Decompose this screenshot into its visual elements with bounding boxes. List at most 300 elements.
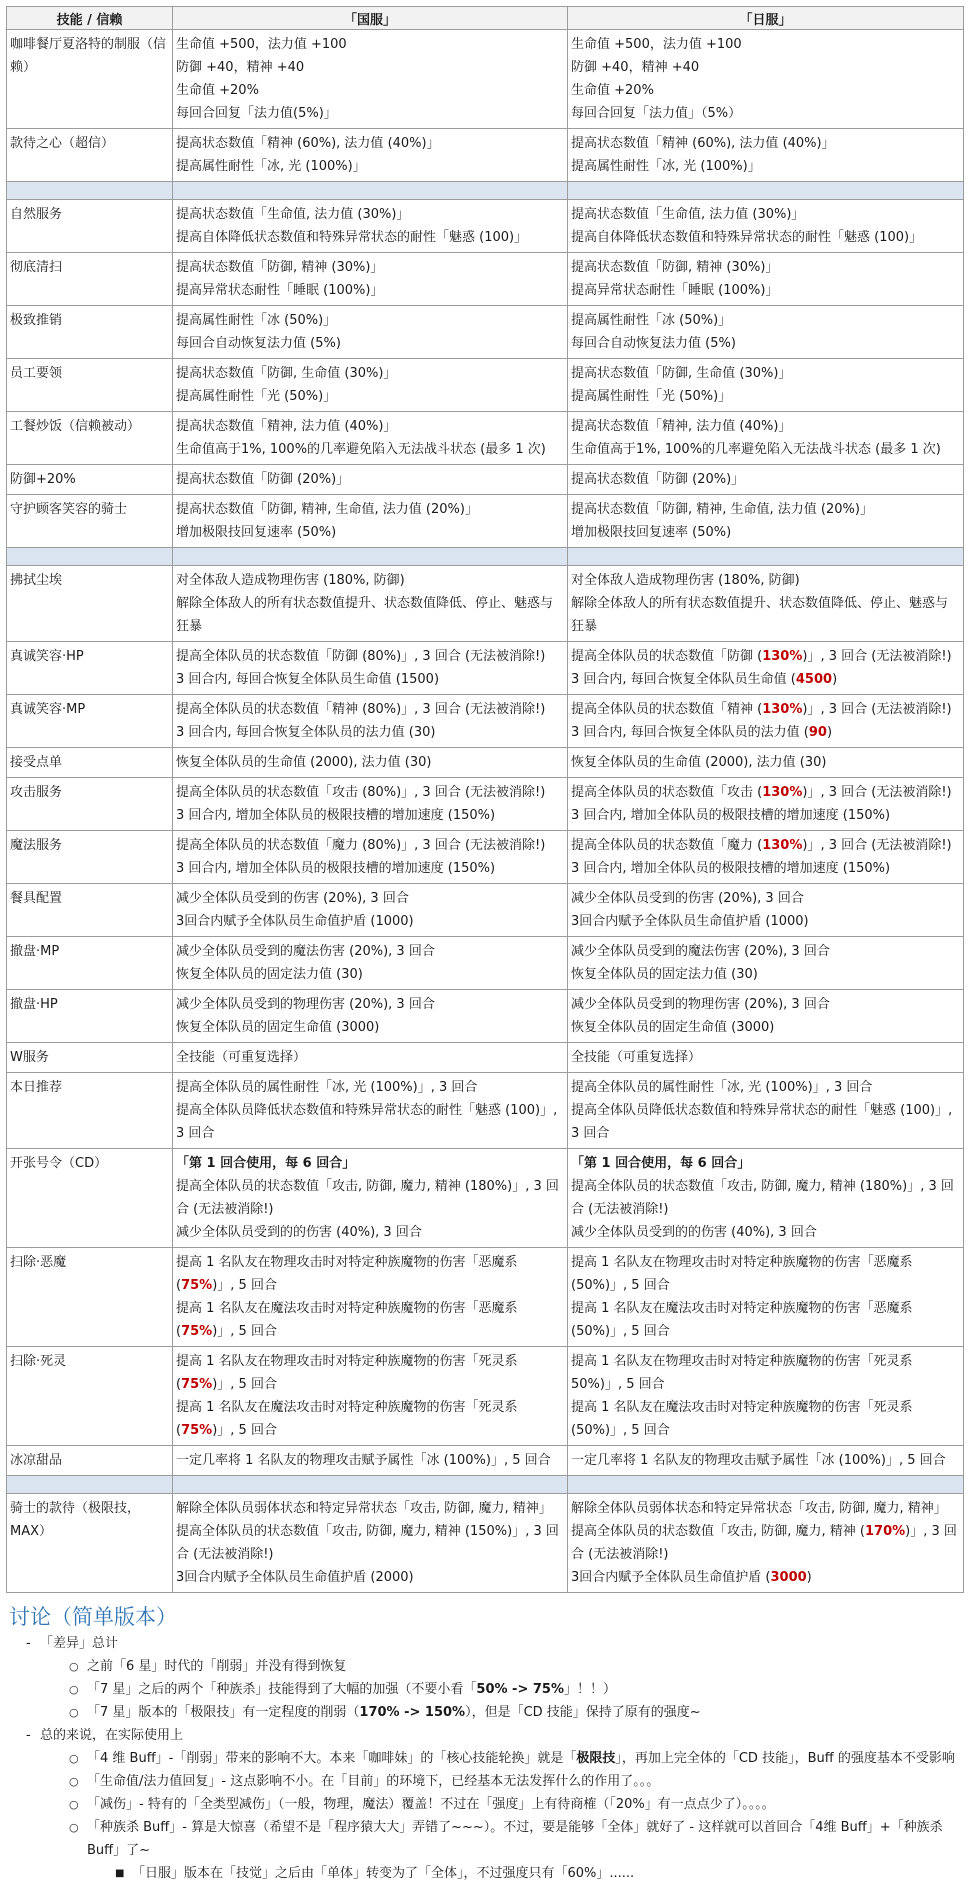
skill-name-cell: 接受点单 bbox=[7, 748, 173, 778]
text-run: 生命值 +20% bbox=[176, 83, 259, 98]
effect-line bbox=[571, 1497, 959, 1520]
discussion-list bbox=[9, 1632, 959, 1885]
table-row bbox=[7, 412, 964, 465]
cn-server-cell bbox=[173, 566, 568, 642]
skill-name-cell: 员工要领 bbox=[7, 359, 173, 412]
effect-line bbox=[176, 1566, 563, 1589]
effect-line bbox=[176, 56, 563, 79]
skill-name-cell: 拂拭尘埃 bbox=[7, 566, 173, 642]
effect-line bbox=[176, 1175, 563, 1221]
text-run: 解除全体队员弱体状态和特定异常状态「攻击, 防御, 魔力, 精神」 bbox=[571, 1501, 947, 1516]
text-run: 提高异常状态耐性「睡眠 (100%)」 bbox=[571, 283, 779, 298]
changed-value: 90 bbox=[808, 725, 827, 740]
table-row bbox=[7, 30, 964, 129]
table-row bbox=[7, 306, 964, 359]
bullet-marker: ○ bbox=[69, 1775, 79, 1788]
discussion-item bbox=[9, 1655, 959, 1678]
text-run: 防御 +40，精神 +40 bbox=[571, 60, 700, 75]
effect-line bbox=[571, 993, 959, 1016]
effect-line bbox=[176, 1520, 563, 1566]
text-run: 提高全体队员的状态数值「攻击 ( bbox=[571, 785, 763, 800]
cn-server-cell bbox=[173, 748, 568, 778]
cn-server-cell bbox=[173, 990, 568, 1043]
text-run: 对全体敌人造成物理伤害 (180%, 防御) bbox=[176, 573, 405, 588]
table-row bbox=[7, 253, 964, 306]
effect-line bbox=[176, 521, 563, 544]
cn-server-cell bbox=[173, 1446, 568, 1476]
changed-value: 4500 bbox=[795, 672, 833, 687]
text-run: 减少全体队员受到的伤害 (20%), 3 回合 bbox=[571, 891, 804, 906]
effect-line bbox=[571, 279, 959, 302]
bullet-marker: ■ bbox=[115, 1868, 125, 1879]
effect-line bbox=[571, 887, 959, 910]
text-run: 恢复全体队员的生命值 (2000), 法力值 (30) bbox=[176, 755, 432, 770]
bullet-marker: - bbox=[26, 1728, 31, 1743]
effect-line bbox=[571, 226, 959, 249]
effect-line bbox=[176, 102, 563, 125]
changed-value: 75% bbox=[181, 1278, 213, 1293]
text-run: 恢复全体队员的固定法力值 (30) bbox=[571, 967, 758, 982]
effect-line bbox=[571, 438, 959, 461]
cn-server-cell bbox=[173, 884, 568, 937]
cn-server-cell bbox=[173, 1347, 568, 1446]
section-separator-row bbox=[7, 1476, 964, 1494]
text-run: )」, 3 回合 (无法被消除!) bbox=[802, 649, 952, 664]
effect-line bbox=[571, 1520, 959, 1566]
text-run: 提高自体降低状态数值和特殊异常状态的耐性「魅惑 (100)」 bbox=[176, 230, 528, 245]
text-run: 全技能（可重复选择） bbox=[571, 1050, 702, 1065]
text-run: 「7 星」版本的「极限技」有一定程度的削弱（ bbox=[87, 1705, 360, 1720]
text-run: ) bbox=[832, 672, 838, 687]
jp-server-cell bbox=[568, 1494, 964, 1593]
effect-line bbox=[176, 155, 563, 178]
skill-name-cell: 本日推荐 bbox=[7, 1073, 173, 1149]
cn-server-cell bbox=[173, 937, 568, 990]
emphasis-text: 50% -> 75% bbox=[476, 1682, 564, 1697]
jp-server-cell bbox=[568, 748, 964, 778]
effect-line bbox=[176, 33, 563, 56]
text-run: 提高全体队员的状态数值「防御 (80%)」, 3 回合 (无法被消除!) bbox=[176, 649, 546, 664]
effect-line bbox=[571, 385, 959, 408]
effect-line bbox=[176, 132, 563, 155]
jp-server-cell bbox=[568, 200, 964, 253]
jp-server-cell bbox=[568, 1347, 964, 1446]
text-run: 一定几率将 1 名队友的物理攻击赋予属性「冰 (100%)」, 5 回合 bbox=[571, 1453, 946, 1468]
skill-name-cell: 扫除·恶魔 bbox=[7, 1248, 173, 1347]
effect-line bbox=[176, 910, 563, 933]
text-run: 3回合内赋予全体队员生命值护盾 (1000) bbox=[571, 914, 809, 929]
effect-line bbox=[571, 940, 959, 963]
table-row bbox=[7, 778, 964, 831]
effect-line bbox=[571, 521, 959, 544]
text-run: )」, 5 回合 bbox=[212, 1423, 277, 1438]
effect-line bbox=[571, 309, 959, 332]
effect-line bbox=[176, 857, 563, 880]
jp-server-cell bbox=[568, 30, 964, 129]
cn-server-cell bbox=[173, 1043, 568, 1073]
cn-server-cell bbox=[173, 1494, 568, 1593]
changed-value: 75% bbox=[181, 1324, 213, 1339]
text-run: 提高属性耐性「冰, 光 (100%)」 bbox=[571, 159, 761, 174]
text-run: 「生命值/法力值回复」- 这点影响不小。在「目前」的环境下，已经基本无法发挥什么的作用了。。。 bbox=[87, 1774, 660, 1789]
text-run: 之前「6 星」时代的「削弱」并没有得到恢复 bbox=[87, 1659, 347, 1674]
effect-line bbox=[571, 668, 959, 691]
text-run: 恢复全体队员的生命值 (2000), 法力值 (30) bbox=[571, 755, 827, 770]
text-run: 提高全体队员的状态数值「攻击, 防御, 魔力, 精神 (180%)」, 3 回合 (无法被消除!) bbox=[571, 1179, 954, 1217]
effect-line bbox=[571, 415, 959, 438]
text-run: 提高全体队员的状态数值「精神 ( bbox=[571, 702, 763, 717]
effect-line bbox=[176, 751, 563, 774]
jp-server-cell bbox=[568, 937, 964, 990]
cn-server-cell bbox=[173, 253, 568, 306]
table-row bbox=[7, 1248, 964, 1347]
text-run: 恢复全体队员的固定生命值 (3000) bbox=[571, 1020, 775, 1035]
cn-server-cell bbox=[173, 495, 568, 548]
skill-name-cell: 彻底清扫 bbox=[7, 253, 173, 306]
text-run: 生命值高于1%, 100%的几率避免陷入无法战斗状态 (最多 1 次) bbox=[176, 442, 546, 457]
cn-server-cell bbox=[173, 129, 568, 182]
text-run: 提高异常状态耐性「睡眠 (100%)」 bbox=[176, 283, 384, 298]
text-run: 提高状态数值「防御, 生命值 (30%)」 bbox=[176, 366, 397, 381]
text-run: 总的来说，在实际使用上 bbox=[40, 1728, 184, 1743]
text-run: 「7 星」之后的两个「种族杀」技能得到了大幅的加强（不要小看「 bbox=[87, 1682, 477, 1697]
effect-line bbox=[176, 498, 563, 521]
separator-cell bbox=[7, 1476, 173, 1494]
jp-server-cell bbox=[568, 412, 964, 465]
cn-server-cell bbox=[173, 1149, 568, 1248]
effect-line bbox=[176, 438, 563, 461]
text-run: 提高状态数值「防御, 精神, 生命值, 法力值 (20%)」 bbox=[571, 502, 873, 517]
effect-line bbox=[571, 79, 959, 102]
discussion-item bbox=[9, 1793, 959, 1816]
effect-line bbox=[176, 79, 563, 102]
jp-server-cell bbox=[568, 359, 964, 412]
jp-server-cell bbox=[568, 129, 964, 182]
text-run: 提高 1 名队友在物理攻击时对特定种族魔物的伤害「死灵系 ( bbox=[176, 1354, 518, 1392]
effect-line bbox=[571, 256, 959, 279]
effect-line bbox=[571, 332, 959, 355]
text-run: 提高 1 名队友在魔法攻击时对特定种族魔物的伤害「恶魔系 ( bbox=[176, 1301, 518, 1339]
discussion-section bbox=[9, 1602, 959, 1885]
bullet-marker: ○ bbox=[69, 1706, 79, 1719]
text-run: 提高状态数值「精神, 法力值 (40%)」 bbox=[176, 419, 397, 434]
effect-line bbox=[571, 1350, 959, 1396]
text-run: 提高状态数值「防御, 精神 (30%)」 bbox=[571, 260, 779, 275]
effect-line bbox=[571, 804, 959, 827]
separator-cell bbox=[568, 1476, 964, 1494]
text-run: 每回合自动恢复法力值 (5%) bbox=[176, 336, 341, 351]
jp-server-cell bbox=[568, 566, 964, 642]
changed-value: 75% bbox=[181, 1423, 213, 1438]
jp-server-cell bbox=[568, 1073, 964, 1149]
jp-server-cell bbox=[568, 1149, 964, 1248]
table-row bbox=[7, 129, 964, 182]
text-run: 恢复全体队员的固定生命值 (3000) bbox=[176, 1020, 380, 1035]
effect-line bbox=[571, 1076, 959, 1099]
emphasis-text: 「第 1 回合使用，每 6 回合」 bbox=[176, 1156, 356, 1171]
separator-cell bbox=[568, 548, 964, 566]
text-run: 」！！） bbox=[563, 1682, 616, 1697]
skill-name-cell: 攻击服务 bbox=[7, 778, 173, 831]
table-row bbox=[7, 831, 964, 884]
text-run: 增加极限技回复速率 (50%) bbox=[176, 525, 337, 540]
jp-server-cell bbox=[568, 253, 964, 306]
emphasis-text: 「第 1 回合使用，每 6 回合」 bbox=[571, 1156, 751, 1171]
cn-server-cell bbox=[173, 200, 568, 253]
effect-line bbox=[571, 362, 959, 385]
discussion-item bbox=[9, 1862, 959, 1885]
text-run: 提高状态数值「防御, 精神, 生命值, 法力值 (20%)」 bbox=[176, 502, 478, 517]
text-run: 提高全体队员的属性耐性「冰, 光 (100%)」, 3 回合 bbox=[571, 1080, 873, 1095]
table-row bbox=[7, 990, 964, 1043]
text-run: 「差异」总计 bbox=[40, 1636, 119, 1651]
table-row bbox=[7, 884, 964, 937]
skill-name-cell: 守护顾客笑容的骑士 bbox=[7, 495, 173, 548]
text-run: 提高状态数值「生命值, 法力值 (30%)」 bbox=[176, 207, 410, 222]
skill-comparison-table bbox=[6, 6, 964, 1593]
text-run: 每回合回复「法力值(5%)」 bbox=[176, 106, 337, 121]
effect-line bbox=[571, 721, 959, 744]
effect-line bbox=[571, 1046, 959, 1069]
skill-name-cell: 餐具配置 bbox=[7, 884, 173, 937]
text-run: 提高 1 名队友在魔法攻击时对特定种族魔物的伤害「恶魔系 (50%)」, 5 回合 bbox=[571, 1301, 913, 1339]
effect-line bbox=[176, 1350, 563, 1396]
section-separator-row bbox=[7, 548, 964, 566]
text-run: 生命值 +500，法力值 +100 bbox=[571, 37, 742, 52]
table-row bbox=[7, 748, 964, 778]
table-header-row bbox=[7, 7, 964, 30]
text-run: 减少全体队员受到的的伤害 (40%), 3 回合 bbox=[176, 1225, 422, 1240]
effect-line bbox=[571, 857, 959, 880]
cn-server-cell bbox=[173, 1248, 568, 1347]
separator-cell bbox=[568, 182, 964, 200]
text-run: 减少全体队员受到的物理伤害 (20%), 3 回合 bbox=[571, 997, 830, 1012]
effect-line bbox=[571, 569, 959, 592]
text-run: ) bbox=[826, 725, 833, 740]
text-run: 提高状态数值「防御 (20%)」 bbox=[571, 472, 745, 487]
cn-server-cell bbox=[173, 1073, 568, 1149]
text-run: 减少全体队员受到的的伤害 (40%), 3 回合 bbox=[571, 1225, 817, 1240]
table-row bbox=[7, 695, 964, 748]
table-row bbox=[7, 200, 964, 253]
text-run: 提高状态数值「生命值, 法力值 (30%)」 bbox=[571, 207, 805, 222]
text-run: 解除全体队员弱体状态和特定异常状态「攻击, 防御, 魔力, 精神」 bbox=[176, 1501, 552, 1516]
cn-server-cell bbox=[173, 642, 568, 695]
separator-cell bbox=[173, 1476, 568, 1494]
skill-name-cell: 冰凉甜品 bbox=[7, 1446, 173, 1476]
effect-line bbox=[176, 362, 563, 385]
effect-line bbox=[571, 910, 959, 933]
table-row bbox=[7, 937, 964, 990]
text-run: 3 回合内, 增加全体队员的极限技槽的增加速度 (150%) bbox=[571, 808, 891, 823]
separator-cell bbox=[7, 182, 173, 200]
jp-server-cell bbox=[568, 642, 964, 695]
effect-line bbox=[571, 592, 959, 638]
text-run: 解除全体敌人的所有状态数值提升、状态数值降低、停止、魅惑与狂暴 bbox=[176, 596, 554, 634]
text-run: 提高全体队员的状态数值「攻击, 防御, 魔力, 精神 (180%)」, 3 回合 (无法被消除!) bbox=[176, 1179, 559, 1217]
effect-line bbox=[176, 1251, 563, 1297]
header-jp-server: 「日服」 bbox=[568, 7, 964, 30]
effect-line bbox=[571, 834, 959, 857]
effect-line bbox=[176, 203, 563, 226]
skill-name-cell: 工餐炒饭（信赖被动） bbox=[7, 412, 173, 465]
effect-line bbox=[176, 887, 563, 910]
text-run: 减少全体队员受到的魔法伤害 (20%), 3 回合 bbox=[176, 944, 435, 959]
header-skill: 技能 / 信赖 bbox=[7, 7, 173, 30]
text-run: 提高属性耐性「光 (50%)」 bbox=[176, 389, 337, 404]
text-run: 提高全体队员的状态数值「攻击, 防御, 魔力, 精神 ( bbox=[571, 1524, 865, 1539]
effect-line bbox=[176, 226, 563, 249]
effect-line bbox=[571, 155, 959, 178]
changed-value: 170% bbox=[865, 1524, 906, 1539]
skill-name-cell: 骑士的款待（极限技，MAX） bbox=[7, 1494, 173, 1593]
effect-line bbox=[176, 1497, 563, 1520]
effect-line bbox=[571, 698, 959, 721]
discussion-item bbox=[9, 1724, 959, 1747]
changed-value: 75% bbox=[181, 1377, 213, 1392]
effect-line bbox=[571, 1016, 959, 1039]
skill-name-cell: 真诚笑容·MP bbox=[7, 695, 173, 748]
text-run: 减少全体队员受到的物理伤害 (20%), 3 回合 bbox=[176, 997, 435, 1012]
text-run: 提高状态数值「防御, 精神 (30%)」 bbox=[176, 260, 384, 275]
effect-line bbox=[176, 993, 563, 1016]
effect-line bbox=[176, 668, 563, 691]
table-row bbox=[7, 1347, 964, 1446]
effect-line bbox=[176, 1016, 563, 1039]
effect-line bbox=[571, 963, 959, 986]
cn-server-cell bbox=[173, 695, 568, 748]
effect-line bbox=[571, 781, 959, 804]
separator-cell bbox=[173, 548, 568, 566]
skill-name-cell: 扫除·死灵 bbox=[7, 1347, 173, 1446]
skill-name-cell: 极致推销 bbox=[7, 306, 173, 359]
text-run: 3 回合内, 每回合恢复全体队员生命值 (1500) bbox=[176, 672, 440, 687]
text-run: 全技能（可重复选择） bbox=[176, 1050, 307, 1065]
jp-server-cell bbox=[568, 778, 964, 831]
skill-name-cell: 真诚笑容·HP bbox=[7, 642, 173, 695]
text-run: 提高全体队员的状态数值「防御 ( bbox=[571, 649, 763, 664]
text-run: 一定几率将 1 名队友的物理攻击赋予属性「冰 (100%)」, 5 回合 bbox=[176, 1453, 551, 1468]
effect-line bbox=[176, 963, 563, 986]
text-run: 提高状态数值「精神, 法力值 (40%)」 bbox=[571, 419, 792, 434]
bullet-marker: ○ bbox=[69, 1821, 79, 1834]
text-run: 3 回合内, 增加全体队员的极限技槽的增加速度 (150%) bbox=[571, 861, 891, 876]
discussion-item bbox=[9, 1701, 959, 1724]
effect-line bbox=[571, 468, 959, 491]
changed-value: 130% bbox=[762, 785, 803, 800]
text-run: 3回合内赋予全体队员生命值护盾 (2000) bbox=[176, 1570, 414, 1585]
table-row bbox=[7, 1446, 964, 1476]
effect-line bbox=[176, 385, 563, 408]
effect-line bbox=[176, 468, 563, 491]
jp-server-cell bbox=[568, 1248, 964, 1347]
jp-server-cell bbox=[568, 884, 964, 937]
text-run: 「种族杀 Buff」- 算是大惊喜（希望不是「程序猿大大」弄错了~~~）。不过，要是能够「全体」就好了 - 这样就可以首回合「4维 Buff」+「种族杀 Buff」了~ bbox=[87, 1820, 943, 1858]
effect-line bbox=[571, 645, 959, 668]
cn-server-cell bbox=[173, 465, 568, 495]
jp-server-cell bbox=[568, 990, 964, 1043]
effect-line bbox=[176, 309, 563, 332]
text-run: 提高全体队员的状态数值「精神 (80%)」, 3 回合 (无法被消除!) bbox=[176, 702, 546, 717]
emphasis-text: 极限技 bbox=[576, 1751, 616, 1766]
effect-line bbox=[176, 940, 563, 963]
text-run: )」, 3 回合 (无法被消除!) bbox=[802, 785, 952, 800]
text-run: 3回合内赋予全体队员生命值护盾 (1000) bbox=[176, 914, 414, 929]
table-row bbox=[7, 1149, 964, 1248]
jp-server-cell bbox=[568, 1043, 964, 1073]
text-run: 生命值高于1%, 100%的几率避免陷入无法战斗状态 (最多 1 次) bbox=[571, 442, 941, 457]
skill-name-cell: 撤盘·MP bbox=[7, 937, 173, 990]
discussion-title: 讨论（简单版本） bbox=[9, 1605, 177, 1629]
skill-name-cell: 撤盘·HP bbox=[7, 990, 173, 1043]
effect-line bbox=[571, 1449, 959, 1472]
text-run: 增加极限技回复速率 (50%) bbox=[571, 525, 732, 540]
text-run: 提高 1 名队友在魔法攻击时对特定种族魔物的伤害「死灵系 (50%)」, 5 回合 bbox=[571, 1400, 913, 1438]
effect-line bbox=[176, 804, 563, 827]
effect-line bbox=[571, 56, 959, 79]
text-run: ) bbox=[806, 1570, 812, 1585]
text-run: 提高 1 名队友在物理攻击时对特定种族魔物的伤害「死灵系 50%)」, 5 回合 bbox=[571, 1354, 913, 1392]
text-run: )」, 5 回合 bbox=[212, 1324, 277, 1339]
separator-cell bbox=[7, 548, 173, 566]
cn-server-cell bbox=[173, 831, 568, 884]
effect-line bbox=[176, 415, 563, 438]
cn-server-cell bbox=[173, 778, 568, 831]
table-row bbox=[7, 359, 964, 412]
cn-server-cell bbox=[173, 306, 568, 359]
jp-server-cell bbox=[568, 695, 964, 748]
text-run: 提高 1 名队友在魔法攻击时对特定种族魔物的伤害「死灵系 ( bbox=[176, 1400, 518, 1438]
table-row bbox=[7, 1494, 964, 1593]
text-run: 提高状态数值「精神 (60%), 法力值 (40%)」 bbox=[176, 136, 440, 151]
separator-cell bbox=[173, 182, 568, 200]
text-run: 减少全体队员受到的伤害 (20%), 3 回合 bbox=[176, 891, 409, 906]
effect-line bbox=[176, 1099, 563, 1145]
discussion-item bbox=[9, 1770, 959, 1793]
bullet-marker: ○ bbox=[69, 1798, 79, 1811]
text-run: 3回合内赋予全体队员生命值护盾 ( bbox=[571, 1570, 771, 1585]
text-run: 提高全体队员降低状态数值和特殊异常状态的耐性「魅惑 (100)」, 3 回合 bbox=[571, 1103, 953, 1141]
effect-line bbox=[571, 132, 959, 155]
text-run: ），但是「CD 技能」保持了原有的强度~ bbox=[465, 1705, 701, 1720]
text-run: 提高属性耐性「冰 (50%)」 bbox=[176, 313, 337, 328]
text-run: 提高全体队员的状态数值「攻击, 防御, 魔力, 精神 (150%)」, 3 回合 (无法被消除!) bbox=[176, 1524, 559, 1562]
discussion-item bbox=[9, 1747, 959, 1770]
skill-name-cell: 魔法服务 bbox=[7, 831, 173, 884]
changed-value: 130% bbox=[762, 649, 803, 664]
effect-line bbox=[176, 1449, 563, 1472]
table-row bbox=[7, 1073, 964, 1149]
text-run: 提高全体队员降低状态数值和特殊异常状态的耐性「魅惑 (100)」, 3 回合 bbox=[176, 1103, 558, 1141]
skill-name-cell: 开张号令（CD） bbox=[7, 1149, 173, 1248]
text-run: 」，再加上完全体的「CD 技能」，Buff 的强度基本不受影响 bbox=[615, 1751, 955, 1766]
text-run: 每回合自动恢复法力值 (5%) bbox=[571, 336, 736, 351]
skill-name-cell: W服务 bbox=[7, 1043, 173, 1073]
effect-line bbox=[176, 1046, 563, 1069]
effect-line bbox=[571, 1221, 959, 1244]
effect-line bbox=[571, 751, 959, 774]
bullet-marker: ○ bbox=[69, 1683, 79, 1696]
text-run: 对全体敌人造成物理伤害 (180%, 防御) bbox=[571, 573, 800, 588]
table-row bbox=[7, 1043, 964, 1073]
table-row bbox=[7, 566, 964, 642]
text-run: )」, 3 回合 (无法被消除!) bbox=[802, 702, 952, 717]
text-run: 「4 维 Buff」-「削弱」带来的影响不大。本来「咖啡妹」的「核心技能轮换」就是「 bbox=[87, 1751, 577, 1766]
effect-line bbox=[176, 1396, 563, 1442]
effect-line bbox=[176, 332, 563, 355]
effect-line bbox=[176, 1076, 563, 1099]
text-run: 提高全体队员的属性耐性「冰, 光 (100%)」, 3 回合 bbox=[176, 1080, 478, 1095]
